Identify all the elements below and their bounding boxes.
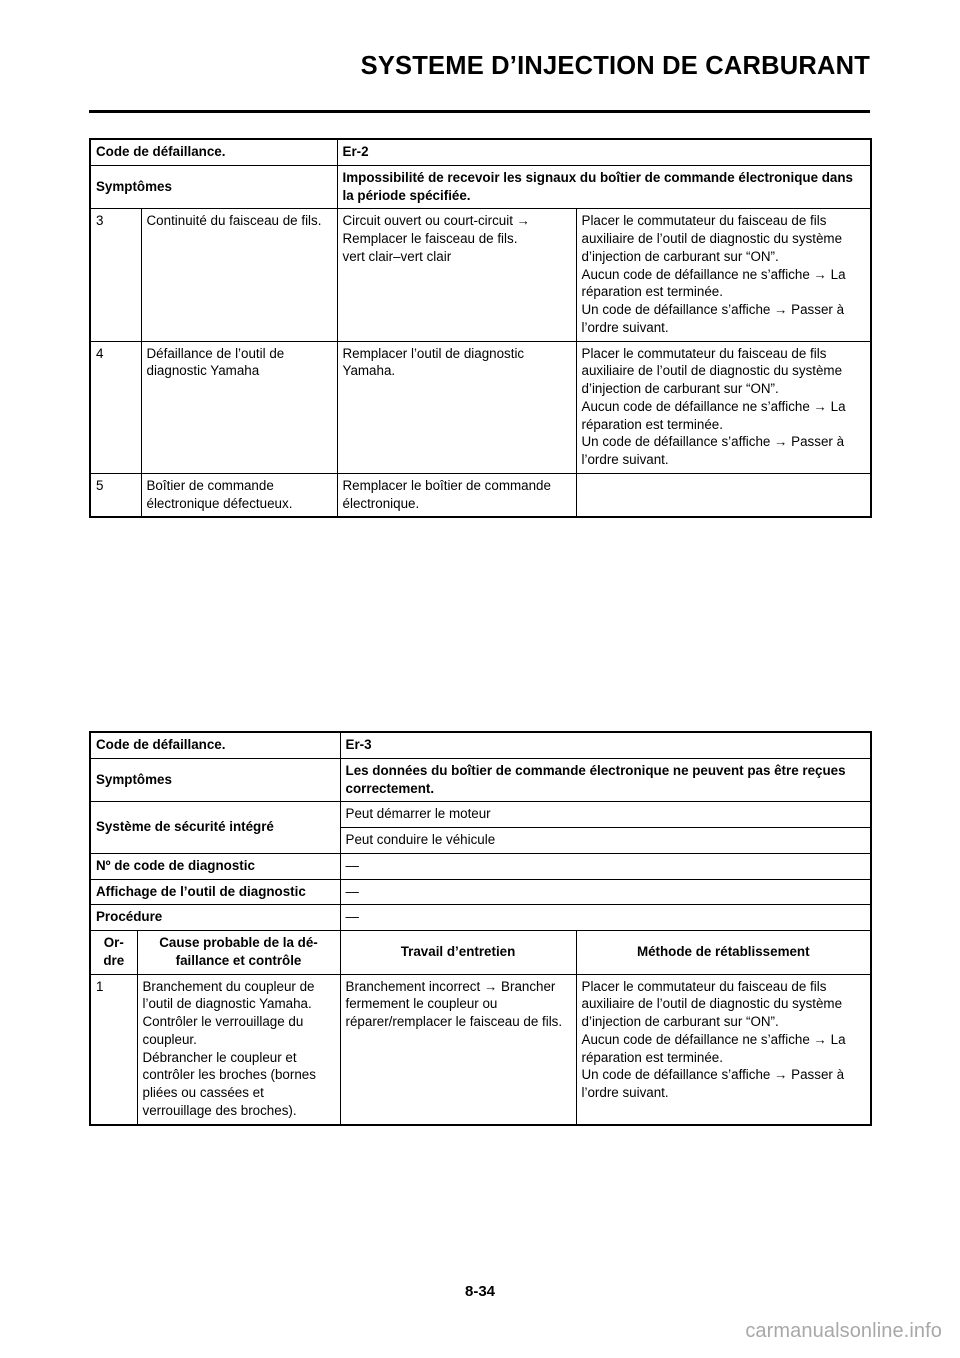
method-cell xyxy=(576,473,871,517)
fault-code-value: Er-3 xyxy=(340,732,871,758)
cause-cell: Continuité du faisceau de fils. xyxy=(141,209,337,341)
table-row xyxy=(90,802,871,828)
table-row xyxy=(90,341,871,473)
diagnostic-display-label: Affichage de l’outil de diagnostic xyxy=(90,879,340,905)
column-header-cause: Cause probable de la dé- faillance et contrôle xyxy=(137,931,340,975)
fault-code-value: Er-2 xyxy=(337,139,871,165)
fault-code-table-er2 xyxy=(89,138,872,518)
work-cell: Remplacer l’outil de diagnostic Yamaha. xyxy=(337,341,576,473)
header-rule xyxy=(89,110,870,113)
page-title: SYSTEME D’INJECTION DE CARBURANT xyxy=(360,52,870,80)
symptoms-value: Impossibilité de recevoir les signaux du boîtier de commande électronique dans la période spécifiée. xyxy=(337,165,871,209)
diagnostic-code-label: Nº de code de diagnostic xyxy=(90,853,340,879)
fault-code-table-er3 xyxy=(89,731,872,1126)
table-row xyxy=(90,974,871,1125)
table-row xyxy=(90,209,871,341)
safety-system-value: Peut démarrer le moteur xyxy=(340,802,871,828)
watermark: carmanualsonline.info xyxy=(745,1320,942,1342)
method-cell: Placer le commutateur du faisceau de fils auxiliaire de l’outil de diagnostic du système d’injection de carburant sur “ON”. Aucun code de défaillance ne s’affiche → La réparation est terminée. Un code de défaillance s’affiche → Passer à l’ordre suivant. xyxy=(576,341,871,473)
cause-cell: Branchement du coupleur de l’outil de diagnostic Yamaha. Contrôler le verrouillage du coupleur. Débrancher le coupleur et contrôler les broches (bornes pliées ou cassées et verrouillage des broches). xyxy=(137,974,340,1125)
table-row xyxy=(90,879,871,905)
column-header-work: Travail d’entretien xyxy=(340,931,576,975)
symptoms-label: Symptômes xyxy=(90,758,340,802)
safety-system-value: Peut conduire le véhicule xyxy=(340,828,871,854)
column-header-method: Méthode de rétablissement xyxy=(576,931,871,975)
method-cell: Placer le commutateur du faisceau de fils auxiliaire de l’outil de diagnostic du système d’injection de carburant sur “ON”. Aucun code de défaillance ne s’affiche → La réparation est terminée. Un code de défaillance s’affiche → Passer à l’ordre suivant. xyxy=(576,974,871,1125)
safety-system-label: Système de sécurité intégré xyxy=(90,802,340,854)
work-cell: Branchement incorrect → Brancher fermement le coupleur ou réparer/remplacer le faisceau de fils. xyxy=(340,974,576,1125)
page-header xyxy=(89,52,870,80)
table-row xyxy=(90,758,871,802)
method-cell: Placer le commutateur du faisceau de fils auxiliaire de l’outil de diagnostic du système d’injection de carburant sur “ON”. Aucun code de défaillance ne s’affiche → La réparation est terminée. Un code de défaillance s’affiche → Passer à l’ordre suivant. xyxy=(576,209,871,341)
work-cell: Remplacer le boîtier de commande électronique. xyxy=(337,473,576,517)
fault-code-label: Code de défaillance. xyxy=(90,139,337,165)
fault-code-label: Code de défaillance. xyxy=(90,732,340,758)
table-row xyxy=(90,165,871,209)
procedure-value: — xyxy=(340,905,871,931)
table-row xyxy=(90,853,871,879)
table-row xyxy=(90,473,871,517)
cause-cell: Défaillance de l’outil de diagnostic Yamaha xyxy=(141,341,337,473)
page-number: 8-34 xyxy=(464,1283,496,1300)
diagnostic-code-value: — xyxy=(340,853,871,879)
procedure-label: Procédure xyxy=(90,905,340,931)
cause-cell: Boîtier de commande électronique défectueux. xyxy=(141,473,337,517)
order-cell: 1 xyxy=(90,974,137,1125)
table-row xyxy=(90,732,871,758)
symptoms-value: Les données du boîtier de commande électronique ne peuvent pas être reçues correctement. xyxy=(340,758,871,802)
diagnostic-display-value: — xyxy=(340,879,871,905)
order-cell: 4 xyxy=(90,341,141,473)
symptoms-label: Symptômes xyxy=(90,165,337,209)
table-row xyxy=(90,139,871,165)
order-cell: 3 xyxy=(90,209,141,341)
column-header-order: Or- dre xyxy=(90,931,137,975)
work-cell: Circuit ouvert ou court-circuit → Remplacer le faisceau de fils. vert clair–vert clair xyxy=(337,209,576,341)
table-header-row xyxy=(90,931,871,975)
order-cell: 5 xyxy=(90,473,141,517)
table-row xyxy=(90,905,871,931)
